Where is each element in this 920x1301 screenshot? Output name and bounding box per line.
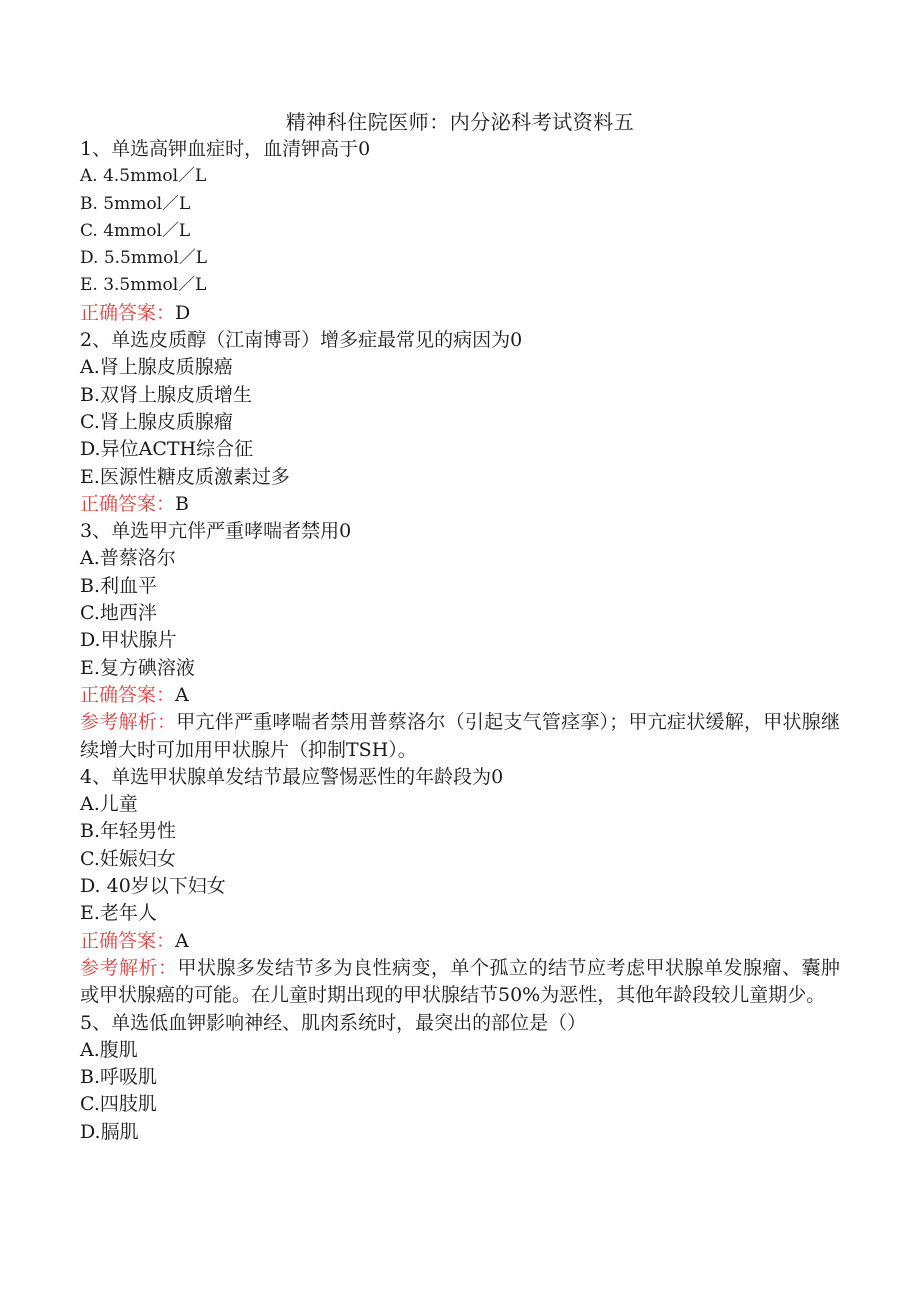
analysis-text: 甲亢伴严重哮喘者禁用普蔡洛尔（引起支气管痉挛）；甲亢症状缓解，甲状腺继续增大时可加用甲状腺片（抑制TSH）。 bbox=[80, 711, 840, 761]
option-b: B.呼吸肌 bbox=[80, 1066, 158, 1089]
answer-line bbox=[80, 682, 840, 709]
option-d: D.甲状腺片 bbox=[80, 629, 177, 652]
question-stem: 4、单选甲状腺单发结节最应警惕恶性的年龄段为0 bbox=[80, 765, 504, 788]
question-3 bbox=[80, 518, 840, 764]
question-stem: 2、单选皮质醇（江南博哥）增多症最常见的病因为0 bbox=[80, 329, 523, 352]
option-c: C.四肢肌 bbox=[80, 1093, 157, 1116]
answer-value: D bbox=[175, 301, 191, 324]
option-d: D. 40岁以下妇女 bbox=[80, 875, 226, 898]
analysis-block bbox=[80, 709, 840, 764]
option-e: E. 3.5mmol／L bbox=[80, 275, 207, 296]
analysis-label: 参考解析： bbox=[80, 956, 178, 979]
question-stem: 3、单选甲亢伴严重哮喘者禁用0 bbox=[80, 520, 352, 543]
document-title: 精神科住院医师：内分泌科考试资料五 bbox=[285, 110, 635, 134]
option-b: B.年轻男性 bbox=[80, 820, 177, 843]
option-c: C.肾上腺皮质腺瘤 bbox=[80, 410, 233, 433]
answer-label: 正确答案： bbox=[80, 301, 176, 324]
answer-value: B bbox=[175, 492, 189, 515]
option-d: D.异位ACTH综合征 bbox=[80, 438, 254, 461]
option-e: E.医源性糖皮质激素过多 bbox=[80, 465, 290, 488]
question-4 bbox=[80, 764, 840, 1010]
option-c: C.妊娠妇女 bbox=[80, 847, 176, 870]
answer-label: 正确答案： bbox=[80, 492, 176, 515]
question-1 bbox=[80, 136, 840, 327]
analysis-block bbox=[80, 955, 840, 1010]
option-e: E.复方碘溶液 bbox=[80, 656, 195, 679]
option-a: A.腹肌 bbox=[80, 1038, 138, 1061]
option-a: A.儿童 bbox=[80, 793, 138, 816]
question-2 bbox=[80, 327, 840, 518]
option-c: C. 4mmol／L bbox=[80, 220, 191, 241]
answer-line bbox=[80, 491, 840, 518]
option-b: B.双肾上腺皮质增生 bbox=[80, 383, 253, 406]
analysis-label: 参考解析： bbox=[80, 711, 177, 734]
option-a: A.普蔡洛尔 bbox=[80, 547, 176, 570]
question-list bbox=[80, 136, 840, 1146]
question-5 bbox=[80, 1010, 840, 1146]
answer-line bbox=[80, 300, 840, 327]
option-e: E.老年人 bbox=[80, 902, 157, 925]
option-d: D.膈肌 bbox=[80, 1120, 139, 1143]
option-c: C.地西泮 bbox=[80, 602, 157, 625]
option-b: B.利血平 bbox=[80, 574, 158, 597]
answer-label: 正确答案： bbox=[80, 683, 176, 706]
answer-value: A bbox=[175, 929, 189, 952]
option-a: A.肾上腺皮质腺癌 bbox=[80, 356, 233, 379]
question-stem: 1、单选高钾血症时，血清钾高于0 bbox=[80, 138, 371, 160]
answer-label: 正确答案： bbox=[80, 929, 176, 952]
option-d: D. 5.5mmol／L bbox=[80, 248, 208, 269]
analysis-text: 甲状腺多发结节多为良性病变，单个孤立的结节应考虑甲状腺单发腺瘤、囊肿或甲状腺癌的可能。在儿童时期出现的甲状腺结节50%为恶性，其他年龄段较儿童期少。 bbox=[80, 956, 840, 1007]
option-b: B. 5mmol／L bbox=[80, 193, 191, 214]
option-a: A. 4.5mmol／L bbox=[80, 166, 207, 187]
answer-line bbox=[80, 928, 840, 955]
question-stem: 5、单选低血钾影响神经、肌肉系统时，最突出的部位是（） bbox=[80, 1011, 587, 1034]
answer-value: A bbox=[175, 683, 189, 706]
